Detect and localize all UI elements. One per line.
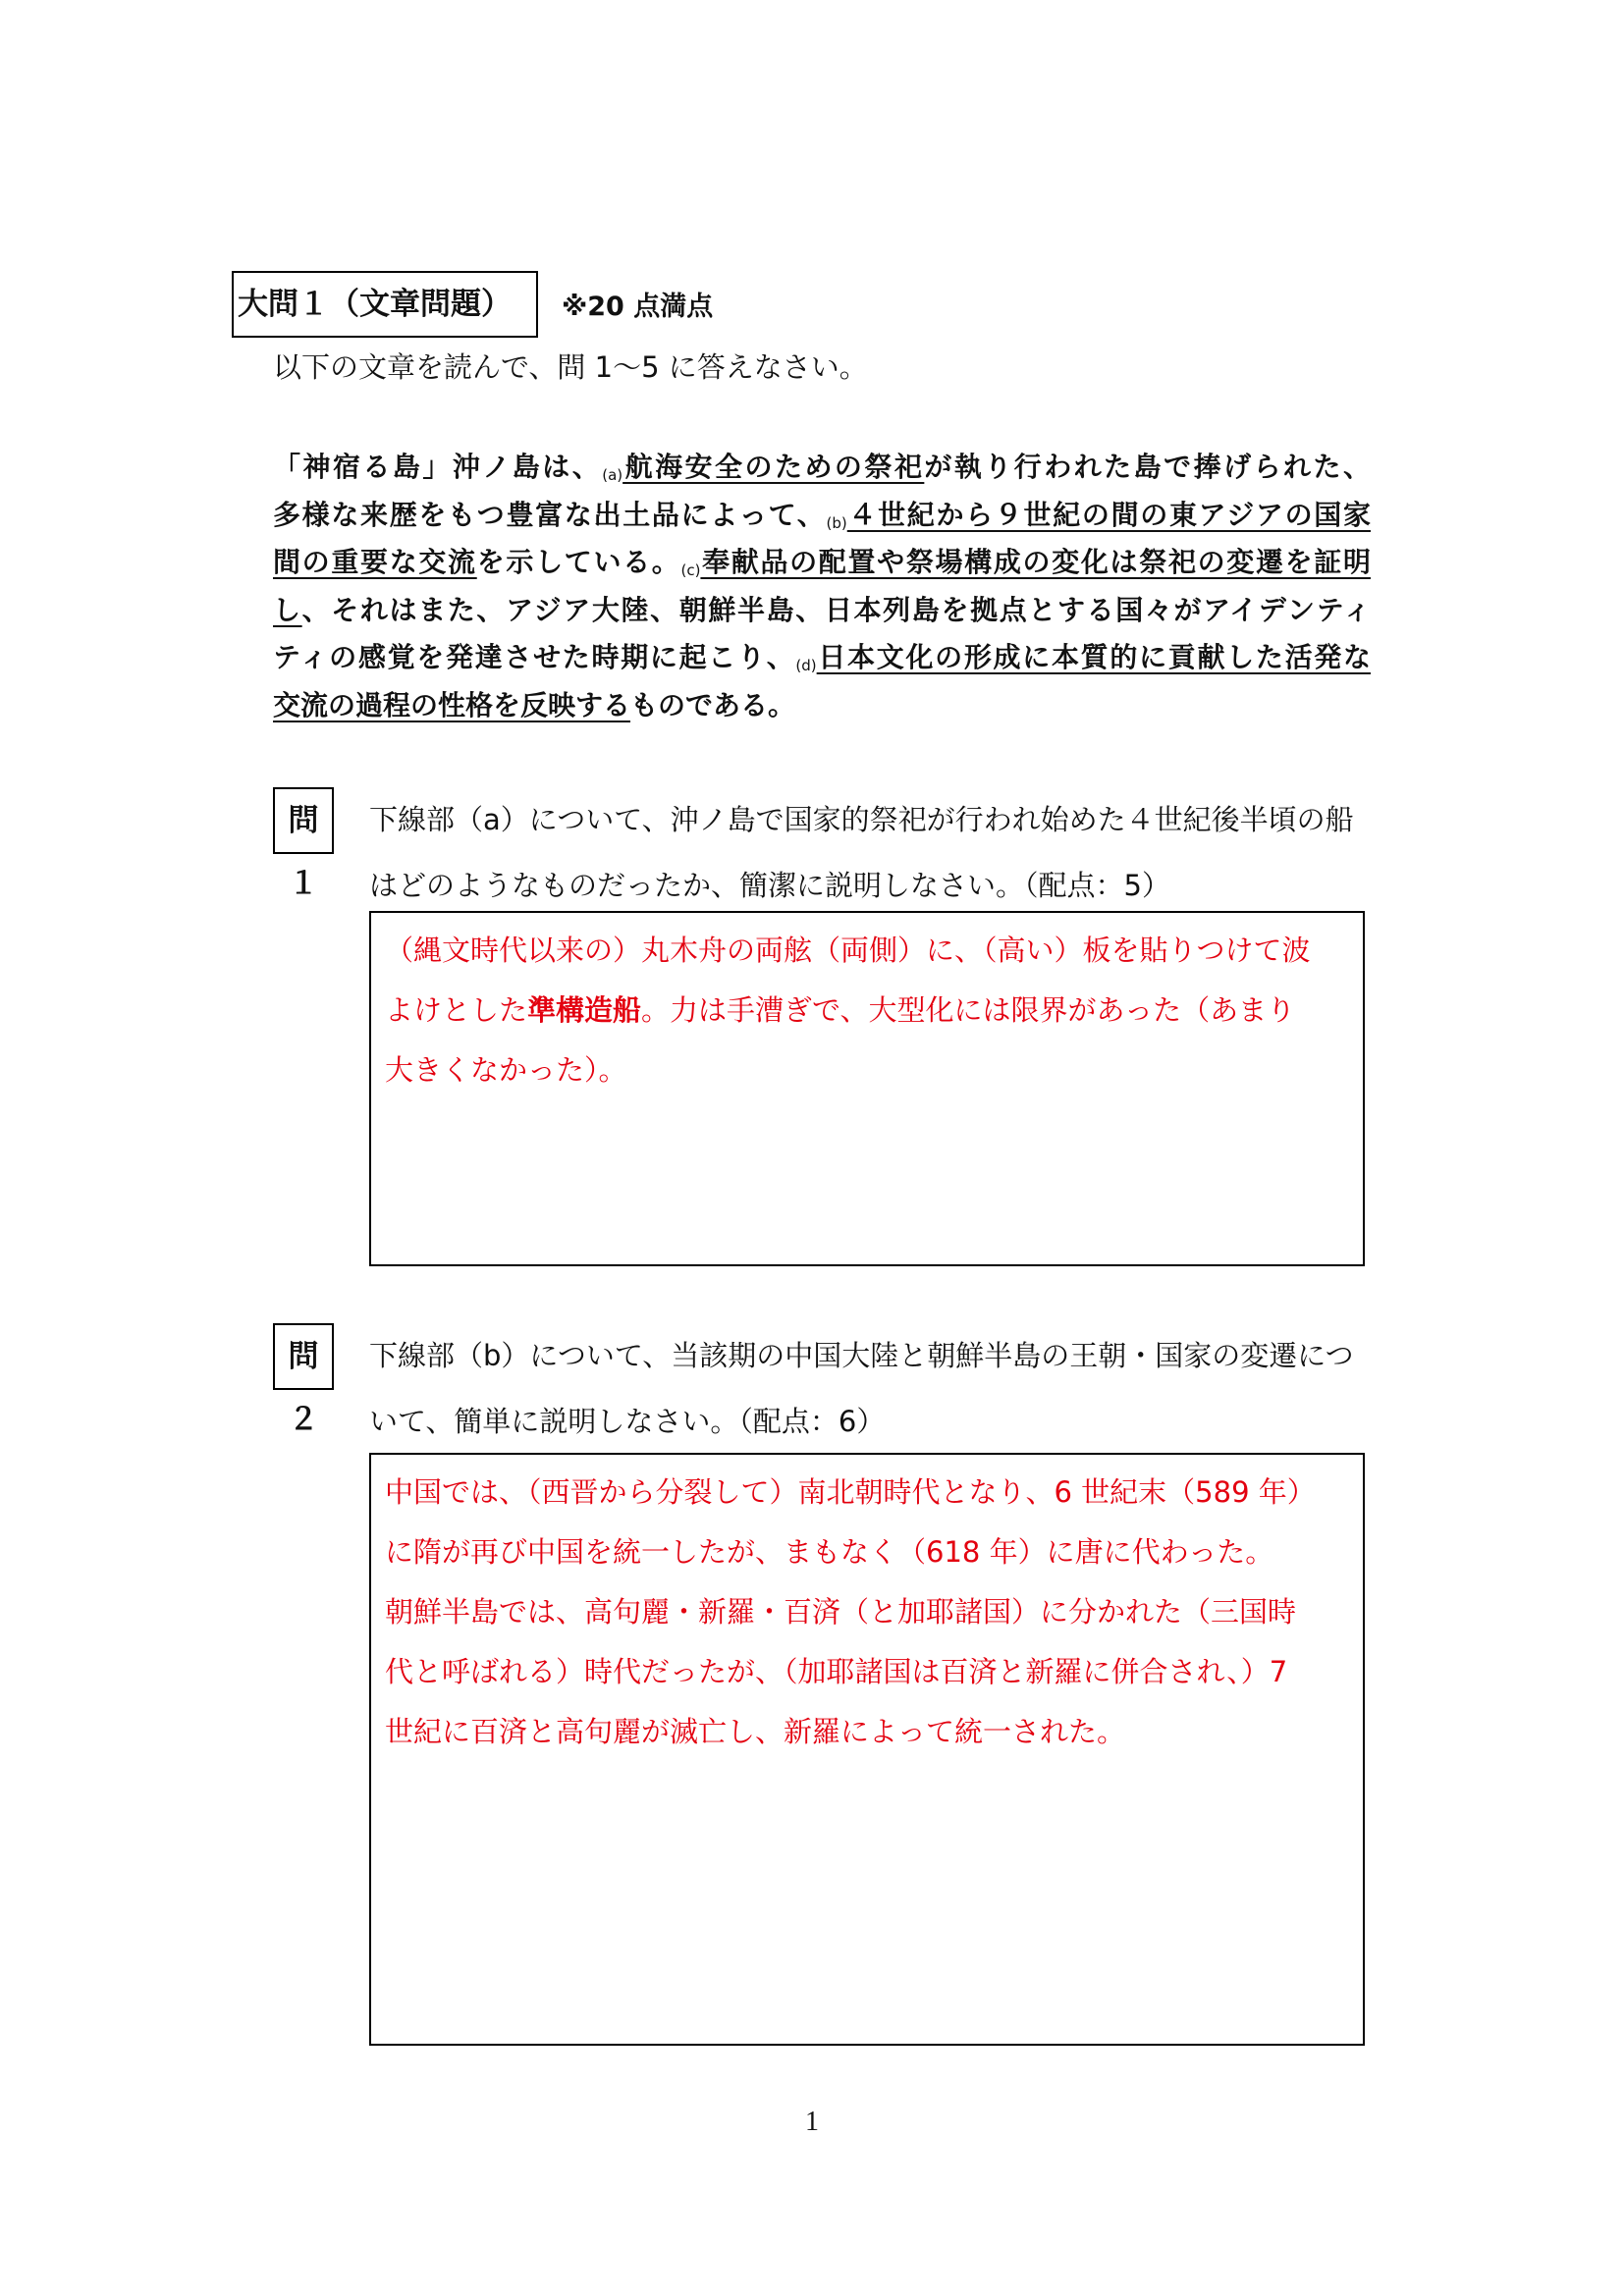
passage-line (273, 682, 1371, 730)
answer-line: （縄文時代以来の）丸木舟の両舷（両側）に、（高い）板を貼りつけて波 (385, 934, 1311, 967)
marker-a: (a) (602, 466, 623, 484)
passage-text: ものである。 (630, 688, 796, 721)
passage-text: 「神宿る島」沖ノ島は、 (273, 451, 603, 483)
marker-c: (c) (680, 561, 701, 579)
question-1-text (369, 787, 1408, 919)
question-2-text (369, 1323, 1408, 1455)
answer-line: 世紀に百済と高句麗が滅亡し、新羅によって統一された。 (385, 1715, 1126, 1748)
question-line: はどのようなものだったか、簡潔に説明しなさい。（配点：5） (369, 869, 1170, 902)
answer-2-text (385, 1463, 1349, 1762)
passage-line (273, 539, 1371, 587)
underline-b-cont: 間の重要な交流 (273, 546, 477, 578)
question-line: 下線部（a）について、沖ノ島で国家的祭祀が行われ始めた４世紀後半頃の船 (369, 803, 1354, 836)
underline-b: ４世紀から９世紀の間の東アジアの国家 (846, 498, 1371, 531)
answer-text: よけとした (385, 993, 528, 1027)
passage-line (273, 492, 1371, 540)
section-title: 大問１（文章問題） (232, 271, 538, 338)
answer-1-text (385, 921, 1349, 1100)
answer-line: 朝鮮半島では、高句麗・新羅・百済（と加耶諸国）に分かれた（三国時 (385, 1595, 1297, 1629)
answer-box-1[interactable] (369, 911, 1365, 1266)
question-line: 下線部（b）について、当該期の中国大陸と朝鮮半島の王朝・国家の変遷につ (369, 1339, 1354, 1372)
underline-a: 航海安全のための祭祀 (623, 451, 925, 483)
marker-b: (b) (826, 513, 847, 532)
answer-line: 代と呼ばれる）時代だったが、（加耶諸国は百済と新羅に併合され、）7 (385, 1655, 1288, 1688)
question-1-label: 問１ (273, 787, 334, 854)
marker-d: (d) (795, 657, 817, 674)
underline-c: 奉献品の配置や祭場構成の変化は祭祀の変遷を証明 (700, 546, 1371, 578)
passage-line (273, 587, 1371, 635)
answer-line: に隋が再び中国を統一したが、まもなく（618 年）に唐に代わった。 (385, 1535, 1274, 1569)
passage-text: を示している。 (476, 546, 681, 578)
points-note: ※20 点満点 (562, 292, 714, 322)
passage-text: が執り行われた島で捧げられた、 (924, 451, 1371, 483)
answer-box-2[interactable] (369, 1453, 1365, 2046)
instruction-text: 以下の文章を読んで、問 1～5 に答えなさい。 (273, 350, 868, 384)
answer-line: 大きくなかった）。 (385, 1053, 627, 1087)
underline-c-cont: し (273, 593, 302, 626)
question-line: いて、簡単に説明しなさい。（配点：6） (369, 1405, 886, 1438)
answer-line (385, 981, 1349, 1041)
underline-d: 日本文化の形成に本質的に貢献した活発な (816, 641, 1371, 673)
answer-line: 中国では、（西晋から分裂して）南北朝時代となり、6 世紀末（589 年） (385, 1475, 1316, 1509)
passage-text: ティの感覚を発達させた時期に起こり、 (273, 641, 796, 673)
passage-line (273, 634, 1371, 682)
reading-passage (273, 444, 1371, 729)
underline-d-cont: 交流の過程の性格を反映する (273, 688, 631, 721)
passage-text: 多様な来歴をもつ豊富な出土品によって、 (273, 498, 827, 531)
question-2-label: 問２ (273, 1323, 334, 1390)
key-term: 準構造船 (527, 993, 642, 1027)
passage-text: 、それはまた、アジア大陸、朝鮮半島、日本列島を拠点とする国々がアイデンティ (301, 593, 1371, 626)
answer-text: 。力は手漕ぎで、大型化には限界があった（あまり (641, 993, 1296, 1027)
passage-line (273, 444, 1371, 492)
page-number: 1 (805, 2107, 819, 2137)
